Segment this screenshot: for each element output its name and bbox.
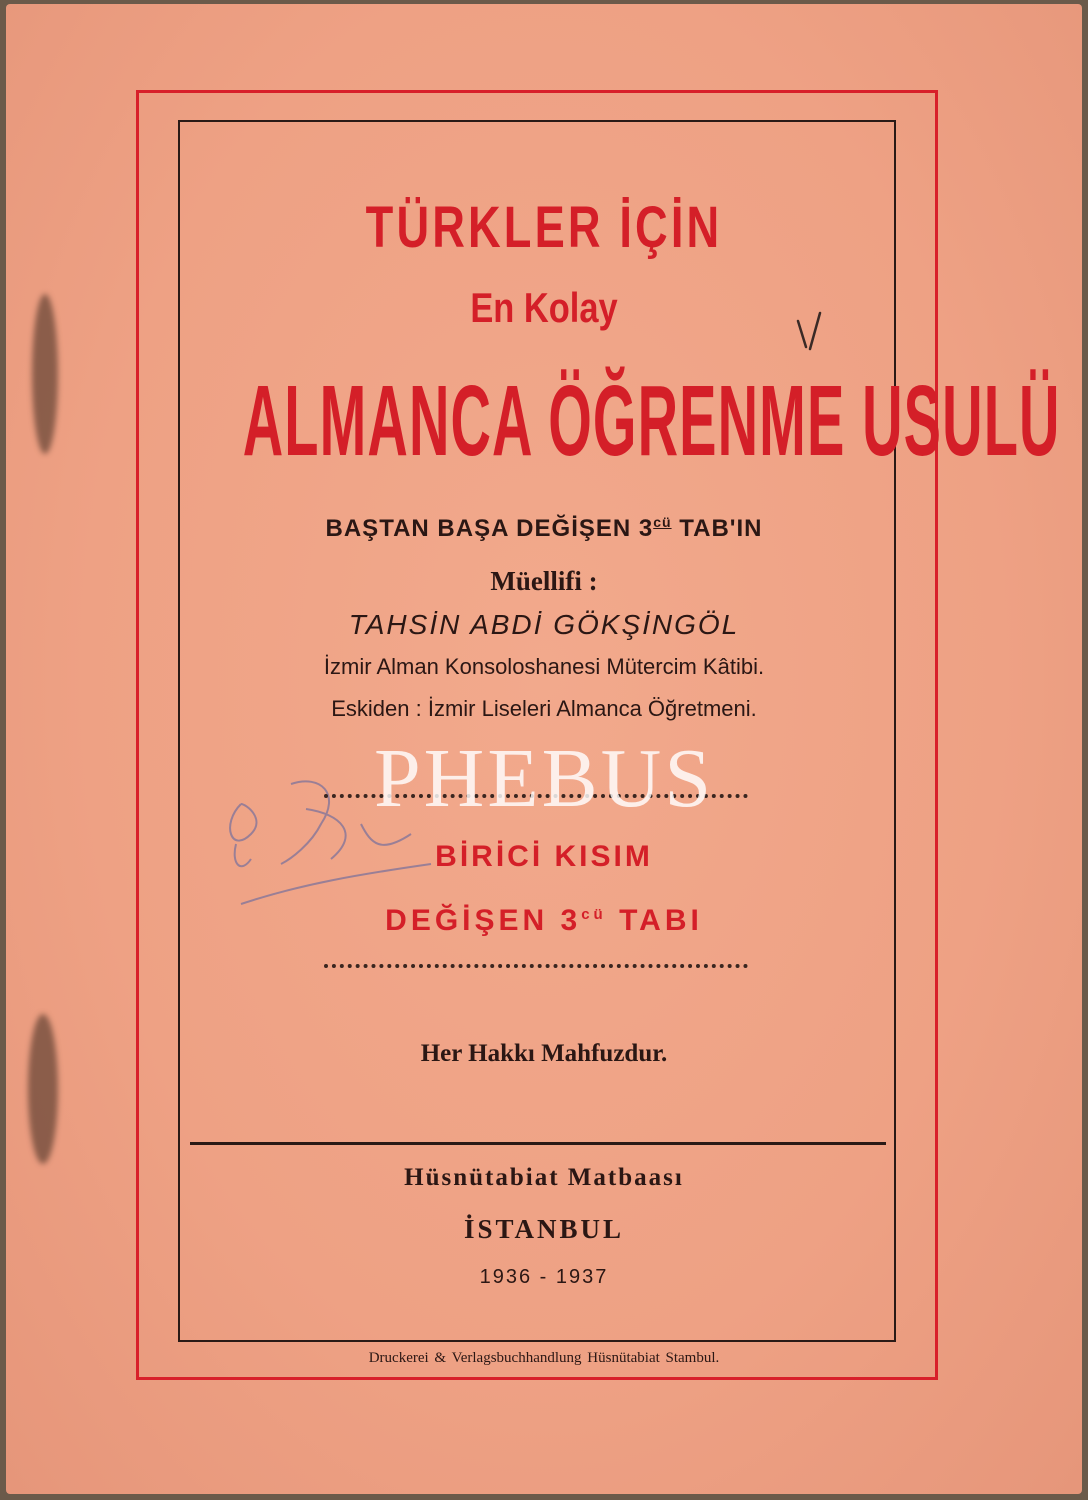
- author-name: TAHSİN ABDİ GÖKŞİNGÖL: [348, 609, 740, 640]
- watermark: PHEBUS: [373, 732, 715, 825]
- title-line-1: TÜRKLER İÇİN: [365, 195, 723, 260]
- title-line-2: En Kolay: [470, 284, 618, 331]
- divider-dotted-bottom: [324, 964, 748, 968]
- city: İSTANBUL: [463, 1214, 625, 1244]
- part-edition: DEĞİŞEN $3^{cü}$ TABI: [385, 904, 703, 937]
- spine-stain-upper: [32, 294, 58, 454]
- edition-note: BAŞTAN BAŞA DEĞİŞEN $3^{cü}$ TAB'IN: [325, 514, 763, 542]
- book-cover: [6, 4, 1082, 1494]
- author-former-role: Eskiden : İzmir Liseleri Almanca Öğretmeni.: [331, 696, 757, 721]
- author-label: Müellifi :: [490, 566, 598, 596]
- main-title: ALMANCA ÖĞRENME USULÜ: [242, 365, 1061, 477]
- part-title: BİRİCİ KISIM: [435, 840, 653, 873]
- publication-years: 1936 - 1937: [479, 1266, 609, 1288]
- spine-stain-lower: [28, 1014, 58, 1164]
- divider-solid: [190, 1142, 886, 1145]
- printer-name: Hüsnütabiat Matbaası: [404, 1164, 684, 1191]
- author-role: İzmir Alman Konsoloshanesi Mütercim Kâtibi.: [323, 654, 765, 679]
- rights-notice: Her Hakkı Mahfuzdur.: [420, 1040, 668, 1067]
- footer-imprint: Druckerei & Verlagsbuchhandlung Hüsnütabiat Stambul.: [368, 1350, 720, 1366]
